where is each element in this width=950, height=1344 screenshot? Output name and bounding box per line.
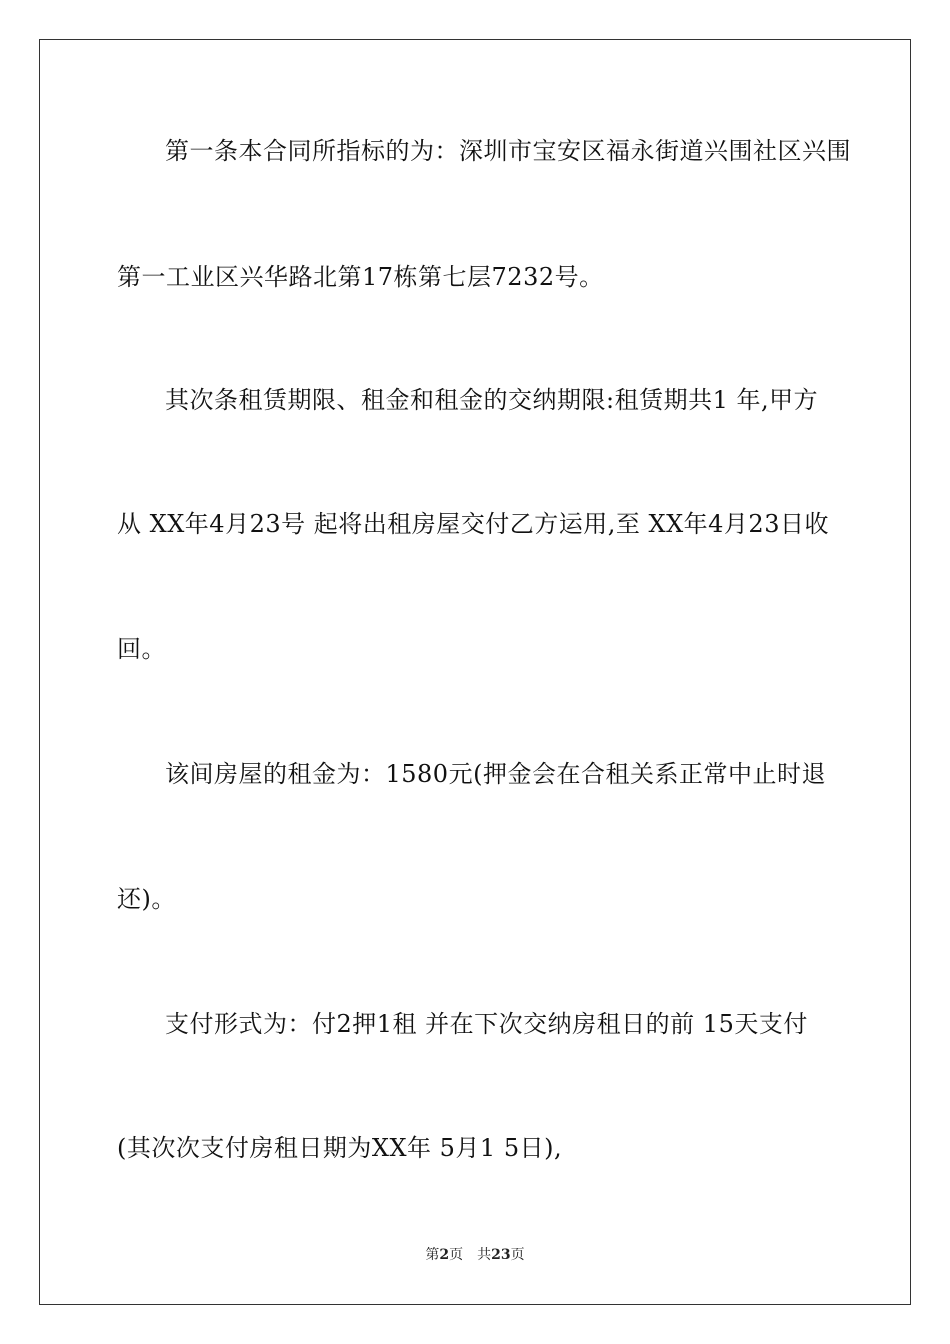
paragraph-1-line-1: 第一条本合同所指标的为：深圳市宝安区福永街道兴围社区兴围 bbox=[165, 137, 851, 165]
page-footer bbox=[0, 1246, 950, 1264]
paragraph-2-line-3: 回。 bbox=[117, 635, 166, 663]
footer-page-suffix: 页 bbox=[449, 1247, 464, 1263]
page-border bbox=[39, 39, 911, 1305]
footer-total-prefix: 共 bbox=[477, 1247, 492, 1263]
paragraph-1-line-2: 第一工业区兴华路北第17栋第七层7232号。 bbox=[117, 263, 604, 291]
paragraph-3-line-2: 还)。 bbox=[117, 885, 176, 913]
footer-total-pages: 23 bbox=[491, 1247, 511, 1263]
footer-total-suffix: 页 bbox=[510, 1247, 525, 1263]
paragraph-3-line-1: 该间房屋的租金为：1580元(押金会在合租关系正常中止时退 bbox=[165, 760, 826, 788]
paragraph-2-line-1: 其次条租赁期限、租金和租金的交纳期限:租赁期共1 年,甲方 bbox=[165, 386, 819, 414]
paragraph-4-line-1: 支付形式为：付2押1租 并在下次交纳房租日的前 15天支付 bbox=[165, 1010, 808, 1038]
footer-page-number: 2 bbox=[439, 1247, 450, 1263]
footer-page-prefix: 第 bbox=[425, 1247, 440, 1263]
paragraph-2-line-2: 从 XX年4月23号 起将出租房屋交付乙方运用,至 XX年4月23日收 bbox=[117, 510, 829, 538]
paragraph-4-line-2: (其次次支付房租日期为XX年 5月1 5日), bbox=[117, 1134, 563, 1162]
